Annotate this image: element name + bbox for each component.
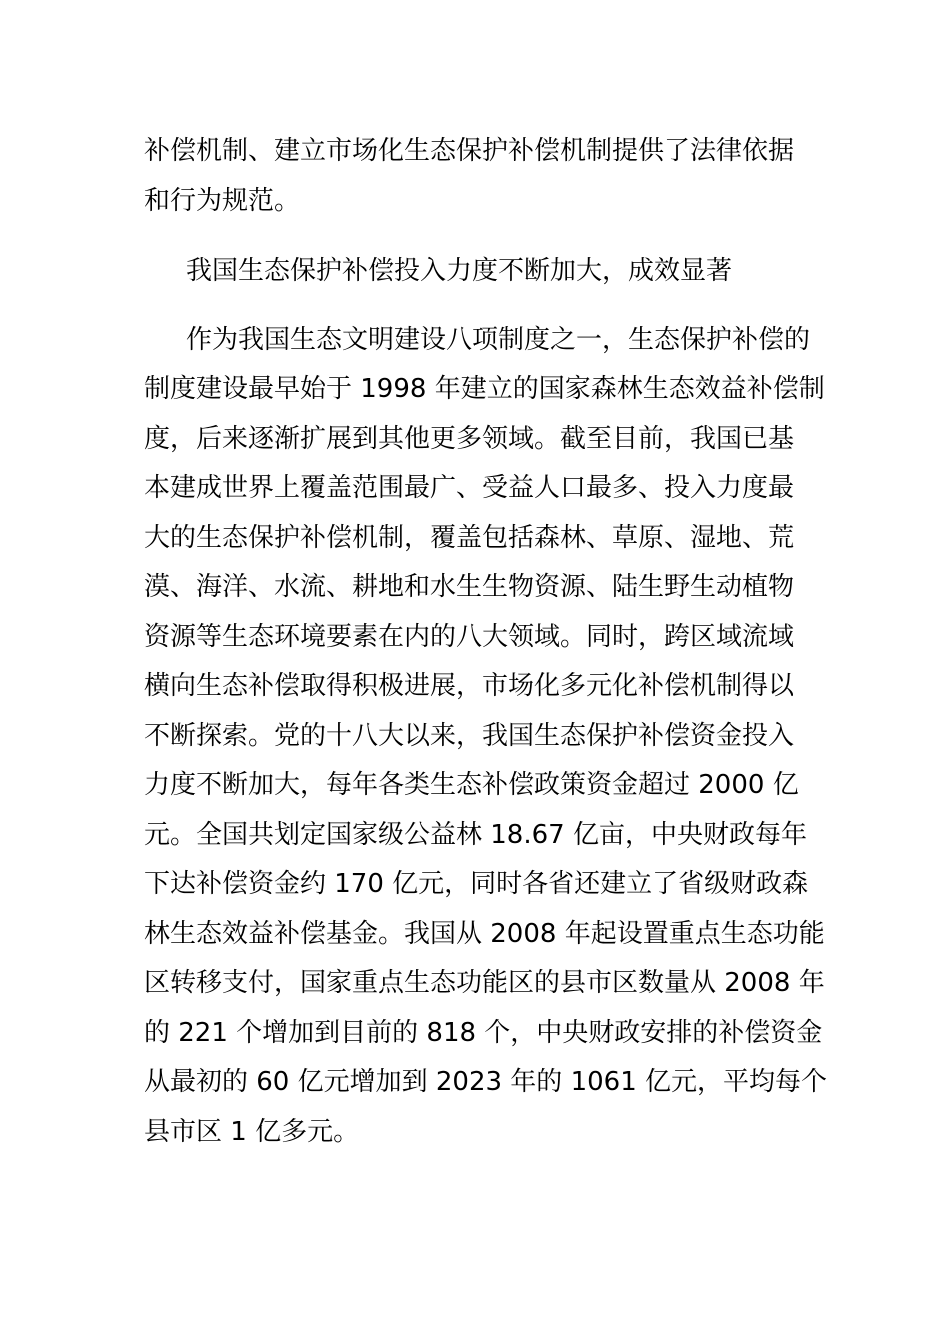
paragraph-2-line-12: 下达补偿资金约 170 亿元，同时各省还建立了省级财政森	[144, 869, 809, 899]
paragraph-2-line-8: 横向生态补偿取得积极进展，市场化多元化补偿机制得以	[144, 671, 795, 701]
paragraph-2-line-7: 资源等生态环境要素在内的八大领域。同时，跨区域流域	[144, 622, 795, 652]
paragraph-2-line-1: 作为我国生态文明建设八项制度之一，生态保护补偿的	[186, 325, 811, 355]
paragraph-2-line-10: 力度不断加大，每年各类生态补偿政策资金超过 2000 亿	[144, 770, 799, 800]
paragraph-2-line-4: 本建成世界上覆盖范围最广、受益人口最多、投入力度最	[144, 473, 795, 503]
paragraph-2-line-2: 制度建设最早始于 1998 年建立的国家森林生态效益补偿制	[144, 374, 825, 404]
paragraph-2-line-16: 从最初的 60 亿元增加到 2023 年的 1061 亿元，平均每个	[144, 1067, 828, 1097]
paragraph-2-line-6: 漠、海洋、水流、耕地和水生生物资源、陆生野生动植物	[144, 572, 795, 602]
paragraph-1-line-1: 补偿机制、建立市场化生态保护补偿机制提供了法律依据	[144, 136, 795, 166]
paragraph-2-line-14: 区转移支付，国家重点生态功能区的县市区数量从 2008 年	[144, 968, 825, 998]
paragraph-1-line-2: 和行为规范。	[144, 186, 301, 216]
paragraph-2-line-13: 林生态效益补偿基金。我国从 2008 年起设置重点生态功能	[144, 919, 825, 949]
paragraph-2-line-3: 度，后来逐渐扩展到其他更多领域。截至目前，我国已基	[144, 424, 795, 454]
paragraph-2-line-5: 大的生态保护补偿机制，覆盖包括森林、草原、湿地、荒	[144, 523, 795, 553]
section-heading: 我国生态保护补偿投入力度不断加大，成效显著	[186, 256, 733, 286]
paragraph-2-line-11: 元。全国共划定国家级公益林 18.67 亿亩，中央财政每年	[144, 820, 807, 850]
paragraph-2-line-9: 不断探索。党的十八大以来，我国生态保护补偿资金投入	[144, 721, 795, 751]
paragraph-2-line-17: 县市区 1 亿多元。	[144, 1117, 360, 1147]
paragraph-2-line-15: 的 221 个增加到目前的 818 个，中央财政安排的补偿资金	[144, 1018, 823, 1048]
